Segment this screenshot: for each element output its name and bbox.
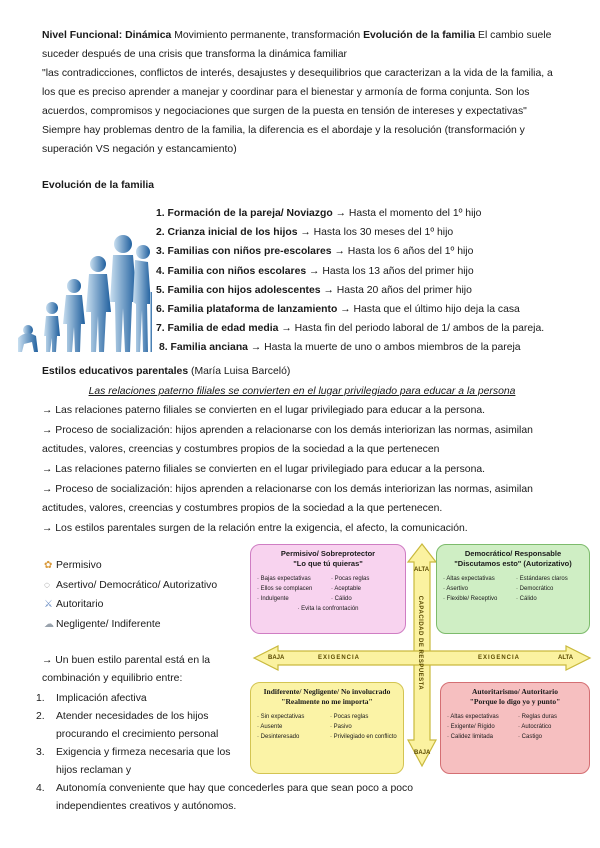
list-text: Implicación afectiva [56, 693, 147, 704]
list-text: Atender necesidades de los hijos procurando el crecimiento personal [56, 711, 219, 740]
list-item [36, 780, 456, 816]
axis-exigencia-left: EXIGENCIA [318, 655, 361, 661]
quadrant-trait: · Flexible/ Receptivo [443, 596, 498, 602]
quadrant-trait: · Altas expectativas [447, 714, 499, 720]
axis-vertical-label: CAPACIDAD DE RESPUESTA [417, 595, 423, 691]
intro-quote: "las contradicciones, conflictos de interés, desajustes y desequilibrios que caracterizan a la vida de la familia, a los que es preciso aprender a manejar y coordinar para el bienestar y armonía de forma conjunta. Son los acuerdos, compromisos y negociaciones que surgen de la puesta en tensión de intereses y expectativas" Siempre hay problemas dentro de la familia, la diferencia es el abordaje y la resolución (transformación y superación VS negación y estancamiento) [42, 68, 553, 155]
parenting-styles-section [42, 362, 562, 538]
quadrant-permissive [250, 544, 406, 634]
quadrant-subtitle: "Lo que tú quieras" [293, 559, 363, 568]
quadrant-trait: · Pocas reglas [331, 576, 370, 582]
stage-label: 3. Familias con niños pre-escolares [156, 246, 332, 258]
family-evolution-label: Evolución de la familia [363, 30, 476, 41]
axis-top-label: ALTA [414, 567, 430, 573]
legend-label: Permisivo [56, 560, 102, 571]
quadrant-trait: · Ausente [257, 724, 283, 730]
evolution-stage [156, 262, 576, 281]
axis-right-label: ALTA [558, 655, 574, 661]
axis-left-label: BAJA [268, 655, 285, 661]
list-number: 1. [36, 693, 45, 704]
quadrant-title: Indiferente/ Negligente/ No involucrado [263, 687, 391, 696]
family-evolution-text: El cambio suele suceder después de una crisis que transforma la dinámica familiar [42, 30, 552, 60]
quadrant-trait: · Sin expectativas [257, 714, 305, 720]
stage-description: → Hasta los 6 años del 1º hijo [331, 246, 474, 258]
evolution-stage [156, 319, 576, 338]
stage-label: 4. Familia con niños escolares [156, 265, 307, 277]
parenting-styles-line: → Proceso de socialización: hijos aprenden a relacionarse con los demás interiorizan las normas, asimilan actitudes, valores, creencias y costumbres propios de la sociedad a la que pertenecen [42, 424, 533, 456]
quadrant-title: Autoritarismo/ Autoritario [471, 687, 559, 696]
axis-bottom-label: BAJA [414, 750, 431, 756]
parenting-styles-subtitle: Las relaciones paterno filiales se convierten en el lugar privilegiado para educar a la persona [88, 385, 516, 397]
quadrant-trait: · Aceptable [331, 586, 362, 592]
stage-description: → Hasta los 30 meses del 1º hijo [297, 227, 454, 239]
evolution-stage [156, 204, 576, 223]
parenting-styles-title: Estilos educativos parentales [42, 366, 189, 377]
list-text: Autonomía conveniente que hay que concederles para que sean poco a poco independientes creativos y autónomos. [56, 783, 414, 812]
legend-item [44, 576, 244, 596]
quadrant-trait: · Castigo [518, 734, 543, 740]
quadrant-subtitle: "Porque lo digo yo y punto" [469, 697, 561, 706]
evolution-stage [156, 300, 576, 319]
cloud-icon: ☁ [44, 618, 54, 630]
quadrant-trait: · Reglas duras [518, 714, 558, 720]
quadrant-trait: · Privilegiado en conflicto [330, 734, 397, 740]
quadrant-title: Permisivo/ Sobreprotector [280, 549, 376, 558]
list-item [36, 690, 246, 708]
quadrant-trait: · Estándares claros [516, 576, 568, 582]
list-item [36, 708, 246, 744]
quadrant-trait: · Democrático [516, 586, 554, 592]
stage-description: → Hasta la muerte de uno o ambos miembros de la pareja [247, 342, 521, 354]
legend-item [44, 556, 244, 576]
quadrant-trait: · Bajas expectativas [257, 576, 311, 582]
stage-label: 2. Crianza inicial de los hijos [156, 227, 298, 239]
stage-label: 7. Familia de edad media [156, 323, 279, 335]
quadrant-trait: · Autocrático [518, 724, 552, 730]
quadrant-subtitle: "Realmente no me importa" [281, 697, 373, 706]
quadrant-trait: · Asertivo [443, 586, 469, 592]
list-text: Exigencia y firmeza necesaria que los hijos reclaman y [56, 747, 231, 776]
quadrant-subtitle: "Discutamos esto" (Autorizativo) [454, 559, 572, 568]
quadrant-trait: · Pocas reglas [330, 714, 369, 720]
evolution-stage [156, 338, 576, 357]
quadrant-authoritarian [440, 682, 590, 774]
evolution-stage [156, 281, 576, 300]
parenting-styles-line: → Los estilos parentales surgen de la relación entre la exigencia, el afecto, la comunicación. [42, 522, 468, 534]
parenting-styles-line: → Las relaciones paterno filiales se convierten en el lugar privilegiado para educar a la persona. [42, 463, 486, 475]
stage-description: → Hasta fin del periodo laboral de 1/ ambos de la pareja. [278, 323, 545, 335]
flower-icon: ✿ [44, 560, 53, 571]
legend-label: Asertivo/ Democrático/ Autorizativo [56, 579, 218, 591]
quadrant-trait: · Calidez limitada [447, 734, 494, 740]
quadrant-trait: · Cálido [331, 596, 352, 602]
list-item [36, 744, 246, 780]
axis-exigencia-right: EXIGENCIA [478, 655, 521, 661]
legend-label: Autoritario [56, 599, 104, 611]
stage-label: 1. Formación de la pareja/ Noviazgo [156, 208, 333, 219]
balance-intro: → Un buen estilo parental está en la combinación y equilibrio entre: [42, 655, 211, 684]
quadrant-trait: · Exigente/ Rígido [447, 724, 495, 730]
stage-description: → Hasta 20 años del primer hijo [320, 284, 472, 296]
quadrant-trait: · Desinteresado [257, 734, 300, 740]
legend-item [44, 595, 244, 615]
parenting-styles-line: → Proceso de socialización: hijos aprenden a relacionarse con los demás interiorizan las normas, asimilan actitudes, valores, creencias y costumbres propios de la sociedad a la que pertenecen. [42, 483, 533, 515]
circle-icon: ◌ [44, 579, 50, 591]
quadrant-neglectful [250, 682, 404, 774]
quadrant-trait: · Ellos se complacen [257, 586, 313, 592]
quadrant-title: Democrático/ Responsable [464, 549, 562, 558]
quadrant-trait: · Altas expectativas [443, 576, 495, 582]
list-number: 3. [36, 747, 45, 758]
stage-description: → Hasta que el último hijo deja la casa [337, 303, 520, 315]
legend-item [44, 615, 244, 635]
functional-level-text: Movimiento permanente, transformación [171, 30, 364, 41]
legend-label: Negligente/ Indiferente [56, 618, 161, 630]
stage-label: 6. Familia plataforma de lanzamiento [156, 303, 338, 315]
list-number: 4. [36, 783, 45, 794]
evolution-stage [156, 242, 576, 261]
quadrant-trait: · Evita la confrontación [297, 606, 359, 612]
evolution-stage-list [156, 204, 576, 358]
quadrant-trait: · Indulgente [257, 596, 289, 602]
quadrant-trait: · Pasivo [330, 724, 352, 730]
quadrant-trait: · Cálido [516, 596, 537, 602]
parenting-styles-line: → Las relaciones paterno filiales se convierten en el lugar privilegiado para educar a la persona. [42, 405, 486, 417]
style-legend [44, 556, 244, 634]
list-number: 2. [36, 711, 45, 722]
human-evolution-illustration [14, 212, 152, 362]
intro-paragraph [42, 26, 562, 159]
stage-label: 5. Familia con hijos adolescentes [156, 284, 321, 296]
stage-description: → Hasta los 13 años del primer hijo [306, 265, 474, 277]
evolution-title: Evolución de la familia [42, 180, 155, 191]
parenting-styles-author: (María Luisa Barceló) [188, 366, 291, 377]
evolution-stage [156, 223, 576, 242]
stage-label: 8. Familia anciana [159, 342, 248, 354]
quadrant-democratic [436, 544, 590, 634]
crossed-swords-icon: ⚔ [44, 599, 53, 611]
functional-level-label: Nivel Funcional: Dinámica [42, 30, 172, 41]
stage-description: → Hasta el momento del 1º hijo [332, 208, 482, 219]
